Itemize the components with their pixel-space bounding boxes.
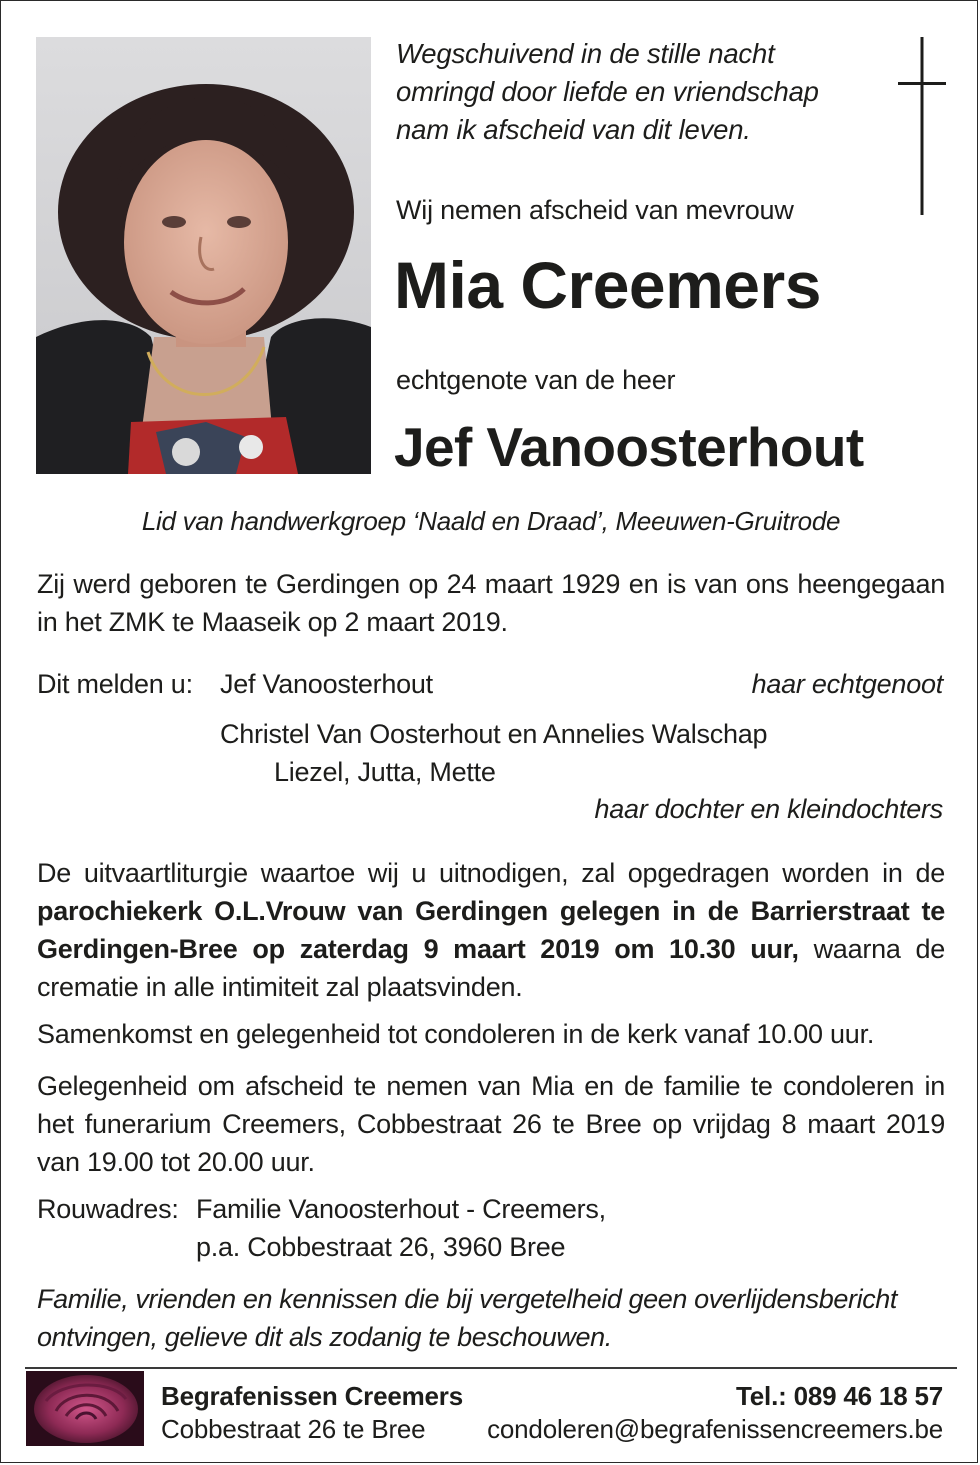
birth-paragraph: Zij werd geboren te Gerdingen op 24 maart 1929 en is van ons heengegaan in het ZMK te Maaseik op 2 maart 2019. <box>37 569 945 637</box>
service-location: parochiekerk O.L.Vrouw van Gerdingen gelegen in de Barrierstraat te Gerdingen-Bree op zaterdag 9 maart 2019 om 10.30 uur, <box>37 896 945 964</box>
rose-image <box>26 1371 144 1446</box>
funeral-home-phone: Tel.: 089 46 18 57 <box>736 1381 943 1411</box>
poem-line: nam ik afscheid van dit leven. <box>396 114 751 145</box>
funeral-home-email[interactable]: condoleren@begrafenissencreemers.be <box>487 1414 943 1444</box>
announcement-intro: Wij nemen afscheid van mevrouw <box>396 195 794 225</box>
address-line-1: Familie Vanoosterhout - Creemers, <box>196 1194 606 1224</box>
gathering-paragraph: Samenkomst en gelegenheid tot condoleren in de kerk vanaf 10.00 uur. <box>37 1019 875 1049</box>
visitation-paragraph: Gelegenheid om afscheid te nemen van Mia en de familie te condoleren in het funerarium Creemers, Cobbestraat 26 te Bree op vrijdag 8 maart 2019 van 19.00 tot 20.00 uur. <box>37 1071 945 1177</box>
closing-line: ontvingen, gelieve dit als zodanig te beschouwen. <box>37 1322 612 1352</box>
husband-role: haar echtgenoot <box>751 669 943 699</box>
address-label: Rouwadres: <box>37 1194 179 1224</box>
spouse-name: Jef Vanoosterhout <box>394 416 864 478</box>
poem-line: omringd door liefde en vriendschap <box>396 76 819 107</box>
portrait-photo <box>36 37 371 474</box>
daughters-names: Christel Van Oosterhout en Annelies Walschap <box>220 719 768 749</box>
service-text-end: waarna de crematie in alle intimiteit zal plaatsvinden. <box>37 934 945 1002</box>
service-text: De uitvaartliturgie waartoe wij u uitnodigen, zal opgedragen worden in de <box>37 858 945 888</box>
poem <box>396 35 876 149</box>
poem-line: Wegschuivend in de stille nacht <box>396 38 775 69</box>
footer-divider <box>25 1367 957 1369</box>
membership-line: Lid van handwerkgroep ‘Naald en Draad’, Meeuwen-Gruitrode <box>141 506 841 536</box>
grandchildren-names: Liezel, Jutta, Mette <box>274 757 496 787</box>
address-line-2: p.a. Cobbestraat 26, 3960 Bree <box>196 1232 566 1262</box>
husband-name: Jef Vanoosterhout <box>220 669 433 699</box>
closing-note <box>37 1280 957 1356</box>
spouse-intro: echtgenote van de heer <box>396 365 676 395</box>
funeral-home-name: Begrafenissen Creemers <box>161 1381 463 1411</box>
service-paragraph <box>37 854 945 1006</box>
deceased-name: Mia Creemers <box>394 248 821 322</box>
family-label: Dit melden u: <box>37 669 193 699</box>
closing-line: Familie, vrienden en kennissen die bij vergetelheid geen overlijdensbericht <box>37 1284 898 1314</box>
funeral-home-address: Cobbestraat 26 te Bree <box>161 1414 426 1444</box>
children-role: haar dochter en kleindochters <box>594 794 943 824</box>
cross-icon <box>898 37 946 215</box>
